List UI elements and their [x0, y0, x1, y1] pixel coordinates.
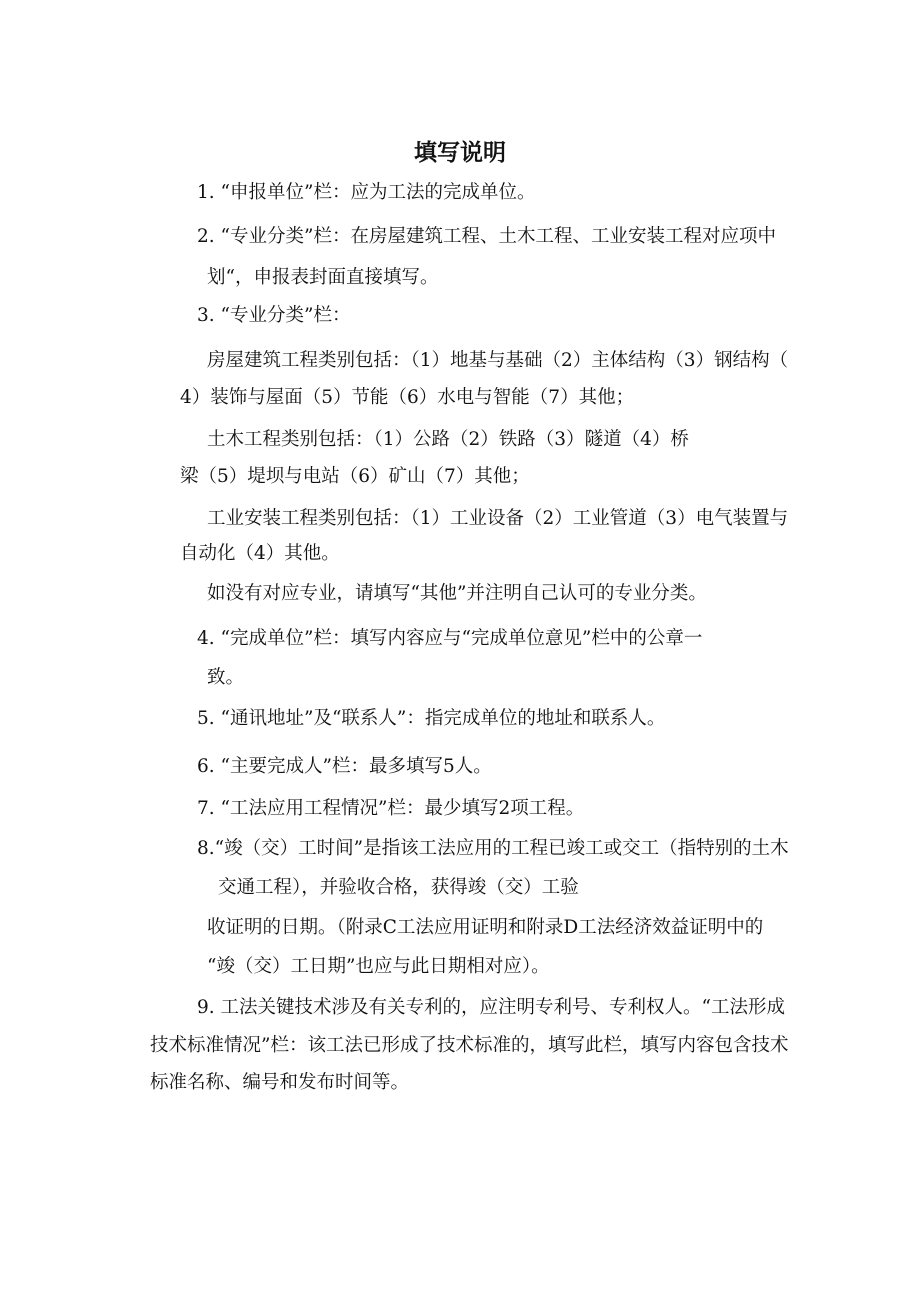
instruction-5-line: 5. “通讯地址”及“联系人”：指完成单位的地址和联系人。 — [197, 708, 666, 729]
instruction-8-line-2: 交通工程），并验收合格，获得竣（交）工验 — [218, 877, 579, 898]
building-category-line-1: 房屋建筑工程类别包括：（1）地基与基础（2）主体结构（3）钢结构（ — [207, 350, 789, 371]
instruction-1-line: 1. “申报单位”栏：应为工法的完成单位。 — [197, 182, 536, 203]
instruction-7-line: 7. “工法应用工程情况”栏：最少填写2项工程。 — [197, 798, 585, 819]
instruction-9-line-1: 9. 工法关键技术涉及有关专利的，应注明专利号、专利权人。“工法形成 — [197, 997, 785, 1018]
instruction-4-line-2: 致。 — [207, 667, 245, 688]
instruction-6-line: 6. “主要完成人”栏：最多填写5人。 — [197, 756, 492, 777]
page-title: 填写说明 — [414, 140, 506, 166]
building-category-line-2: 4）装饰与屋面（5）节能（6）水电与智能（7）其他； — [180, 387, 635, 408]
instruction-3-line: 3. “专业分类”栏： — [197, 305, 351, 326]
civil-category-line-2: 梁（5）堤坝与电站（6）矿山（7）其他； — [180, 466, 530, 487]
instruction-8-line-1: 8.“竣（交）工时间”是指该工法应用的工程已竣工或交工（指特别的土木 — [197, 838, 789, 859]
civil-category-line-1: 土木工程类别包括：（1）公路（2）铁路（3）隧道（4）桥 — [207, 429, 689, 450]
industrial-category-line-2: 自动化（4）其他。 — [180, 543, 340, 564]
instruction-8-line-3: 收证明的日期。（附录C工法应用证明和附录D工法经济效益证明中的 — [207, 917, 764, 938]
instruction-2-line-2: 划“，申报表封面直接填写。 — [207, 267, 439, 288]
instruction-8-line-4: “竣（交）工日期”也应与此日期相对应）。 — [207, 956, 550, 977]
other-category-note: 如没有对应专业，请填写“其他”并注明自己认可的专业分类。 — [207, 583, 707, 604]
industrial-category-line-1: 工业安装工程类别包括：（1）工业设备（2）工业管道（3）电气装置与 — [207, 508, 789, 529]
instruction-9-line-3: 标准名称、编号和发布时间等。 — [150, 1072, 410, 1093]
instruction-4-line-1: 4. “完成单位”栏：填写内容应与“完成单位意见”栏中的公章一 — [197, 628, 703, 649]
instruction-9-line-2: 技术标准情况”栏：该工法已形成了技术标准的，填写此栏，填写内容包含技术 — [150, 1035, 789, 1056]
instruction-2-line-1: 2. “专业分类”栏：在房屋建筑工程、土木工程、工业安装工程对应项中 — [197, 226, 776, 247]
